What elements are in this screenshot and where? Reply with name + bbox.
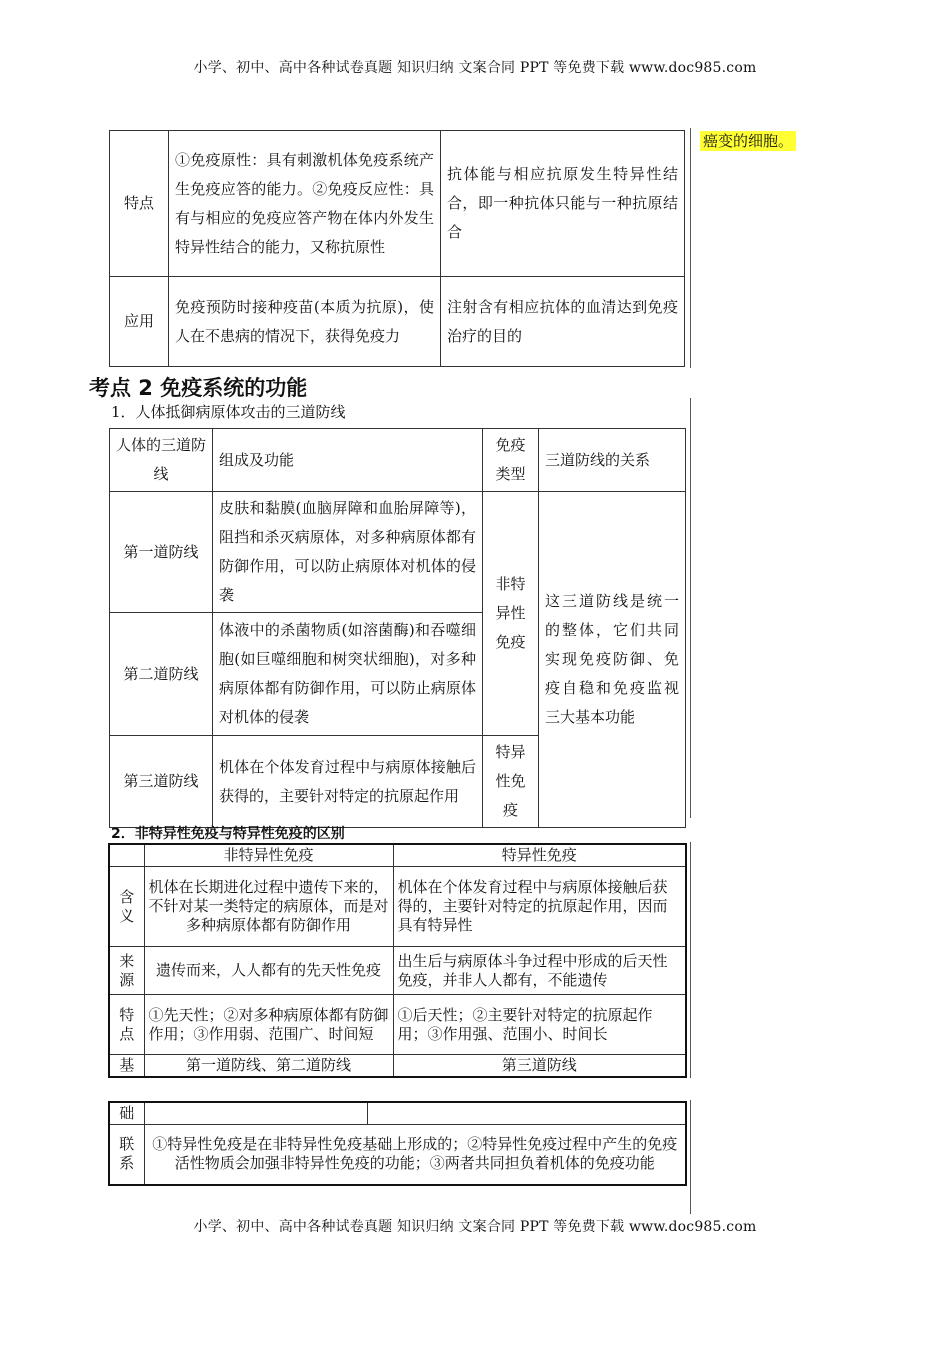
column-header: 特异性免疫 [393,844,686,867]
table-cell: ①特异性免疫是在非特异性免疫基础上形成的；②特异性免疫过程中产生的免疫活性物质会加强非特异性免疫的功能；③两者共同担负着机体的免疫功能 [144,1125,686,1185]
row-label: 第一道防线 [110,492,213,613]
table-row [110,131,685,277]
row-label: 特点 [110,131,169,277]
table-row [110,492,686,613]
table-cell: 免疫预防时接种疫苗(本质为抗原)，使人在不患病的情况下，获得免疫力 [169,277,441,367]
column-header: 三道防线的关系 [539,429,686,492]
subsection-title: 1．人体抵御病原体攻击的三道防线 [111,403,346,421]
table-cell: 第三道防线 [393,1055,686,1078]
row-label: 第二道防线 [110,613,213,736]
side-note: 癌变的细胞。 [700,131,796,151]
table-cell [367,1102,686,1125]
table-header-row [110,429,686,492]
immunity-comparison-table-continued [108,1101,687,1186]
table-cell: ①免疫原性：具有刺激机体免疫系统产生免疫应答的能力。②免疫反应性：具有与相应的免疫应答产物在体内外发生特异性结合的能力，又称抗原性 [169,131,441,277]
column-header: 免疫类型 [483,429,539,492]
table-cell: 机体在长期进化过程中遗传下来的，不针对某一类特定的病原体，而是对多种病原体都有防御作用 [144,867,393,947]
row-label: 第三道防线 [110,736,213,828]
table-cell: 出生后与病原体斗争过程中形成的后天性免疫，并非人人都有，不能遗传 [393,947,686,995]
antigen-antibody-table [109,130,685,367]
row-label: 含义 [109,867,144,947]
row-label: 特点 [109,995,144,1055]
table-cell: 遗传而来，人人都有的先天性免疫 [144,947,393,995]
table-header-row [109,844,686,867]
table-cell: 皮肤和黏膜(血脑屏障和血胎屏障等)，阻挡和杀灭病原体，对多种病原体都有防御作用，可以防止病原体对机体的侵袭 [213,492,483,613]
table-cell: 体液中的杀菌物质(如溶菌酶)和吞噬细胞(如巨噬细胞和树突状细胞)，对多种病原体都有防御作用，可以防止病原体对机体的侵袭 [213,613,483,736]
table-cell: ①先天性；②对多种病原体都有防御作用；③作用弱、范围广、时间短 [144,995,393,1055]
table-row [109,995,686,1055]
row-label: 应用 [110,277,169,367]
table-row [109,947,686,995]
three-defense-lines-table [109,428,686,828]
column-header [109,844,144,867]
column-divider [690,1100,691,1214]
subsection-title: 2．非特异性免疫与特异性免疫的区别 [111,826,345,842]
table-cell: 注射含有相应抗体的血清达到免疫治疗的目的 [441,277,685,367]
page-footer: 小学、初中、高中各种试卷真题 知识归纳 文案合同 PPT 等免费下载 www.doc985.com [193,1219,757,1235]
column-header: 非特异性免疫 [144,844,393,867]
row-label: 基 [109,1055,144,1078]
table-row [109,867,686,947]
row-label: 来源 [109,947,144,995]
table-cell: 抗体能与相应抗原发生特异性结合，即一种抗体只能与一种抗原结合 [441,131,685,277]
page-header: 小学、初中、高中各种试卷真题 知识归纳 文案合同 PPT 等免费下载 www.doc985.com [193,60,757,76]
column-header: 人体的三道防线 [110,429,213,492]
table-row [109,1102,686,1125]
column-divider [690,128,691,368]
table-cell: 机体在个体发育过程中与病原体接触后获得的，主要针对特定的抗原起作用 [213,736,483,828]
column-divider [690,842,691,1078]
table-row [110,277,685,367]
immunity-comparison-table [108,843,687,1078]
table-cell: 机体在个体发育过程中与病原体接触后获得的，主要针对特定的抗原起作用，因而具有特异性 [393,867,686,947]
table-cell: ①后天性；②主要针对特定的抗原起作用；③作用强、范围小、时间长 [393,995,686,1055]
table-cell: 第一道防线、第二道防线 [144,1055,393,1078]
relation-cell: 这三道防线是统一的整体，它们共同实现免疫防御、免疫自稳和免疫监视三大基本功能 [539,492,686,828]
table-row [109,1055,686,1078]
column-header: 组成及功能 [213,429,483,492]
column-divider [690,398,691,818]
table-row [109,1125,686,1185]
row-label: 础 [109,1102,144,1125]
row-label: 联系 [109,1125,144,1185]
immune-type-cell: 特异性免疫 [483,736,539,828]
immune-type-cell: 非特异性免疫 [483,492,539,736]
table-cell [144,1102,367,1125]
section-title: 考点 2 免疫系统的功能 [89,376,308,400]
